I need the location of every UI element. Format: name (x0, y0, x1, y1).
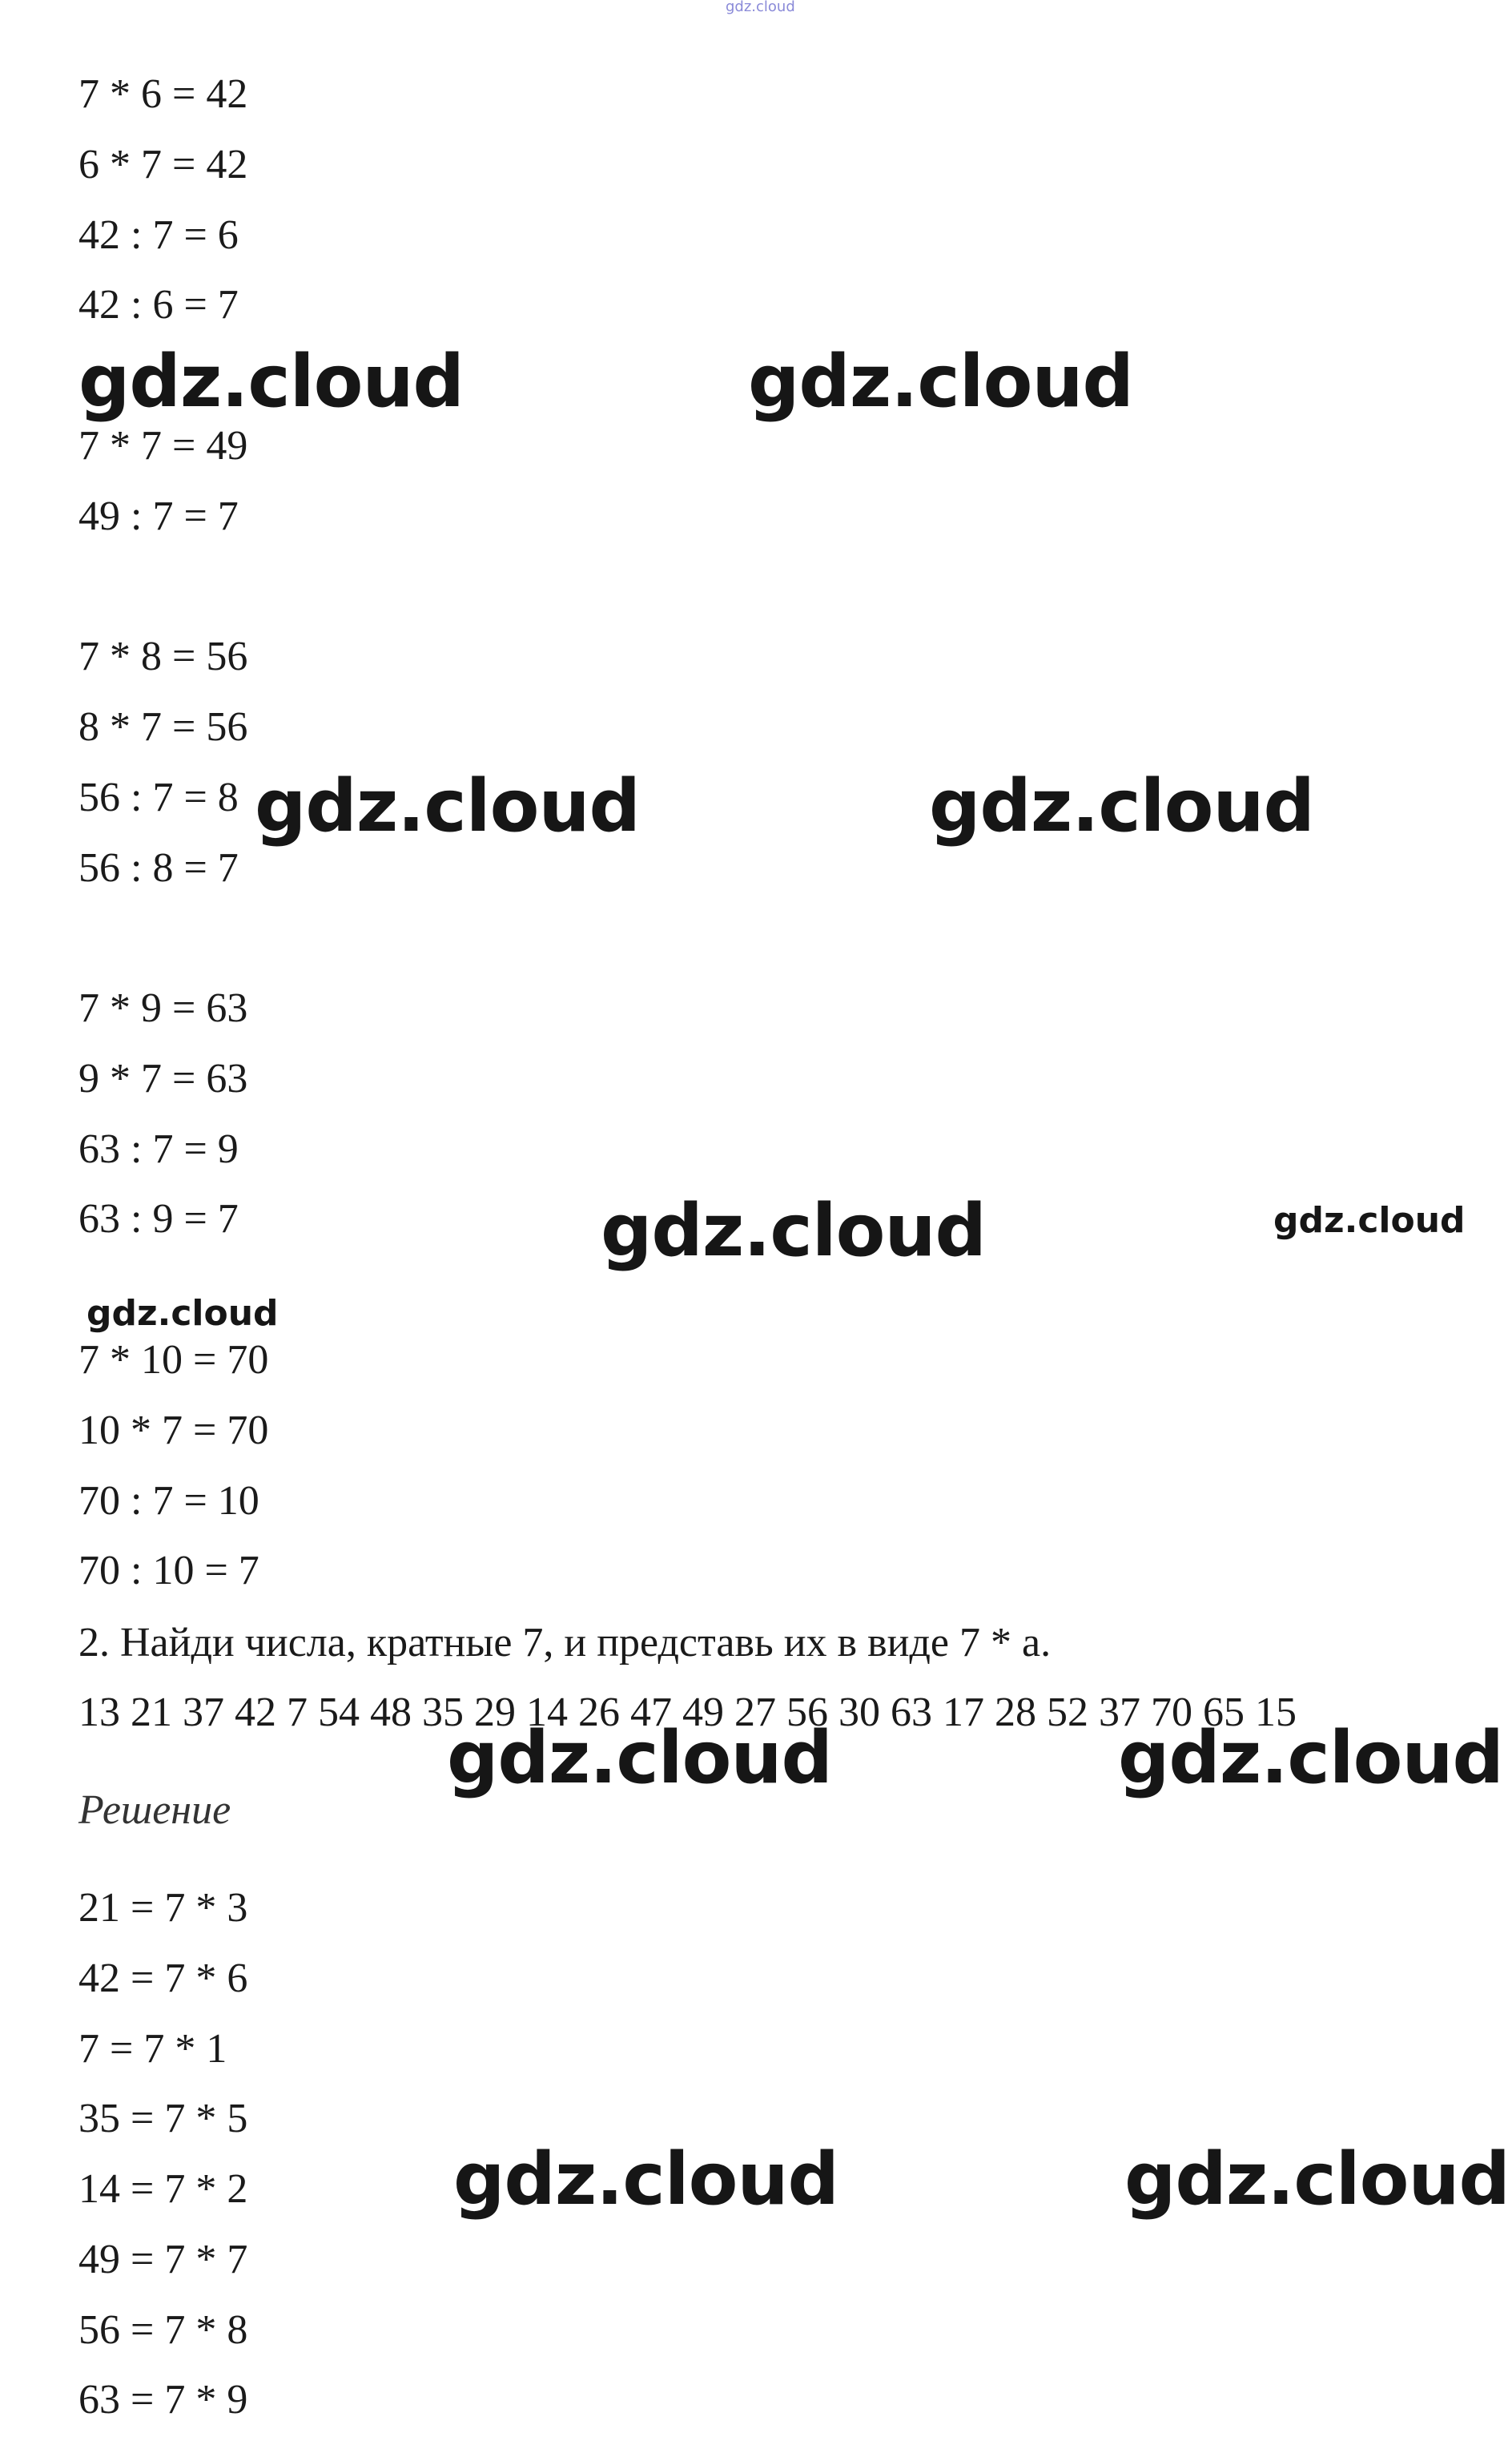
solution-line: 42 = 7 * 6 (78, 1956, 248, 2001)
equation-line: 63 : 9 = 7 (78, 1196, 239, 1242)
watermark: gdz.cloud (929, 764, 1314, 848)
watermark: gdz.cloud (748, 340, 1133, 424)
equation-line: 7 * 6 = 42 (78, 71, 248, 117)
equation-line: 7 * 10 = 70 (78, 1337, 269, 1383)
equation-line: 49 : 7 = 7 (78, 493, 239, 539)
solution-heading: Решение (78, 1787, 231, 1833)
solution-line: 21 = 7 * 3 (78, 1885, 248, 1931)
task-numbers: 13 21 37 42 7 54 48 35 29 14 26 47 49 27 56 30 63 17 28 52 37 70 65 15 (78, 1690, 1297, 1735)
equation-line: 6 * 7 = 42 (78, 142, 248, 187)
equation-line: 8 * 7 = 56 (78, 704, 248, 750)
solution-line: 7 = 7 * 1 (78, 2026, 227, 2072)
equation-line: 42 : 6 = 7 (78, 282, 239, 328)
watermark: gdz.cloud (1118, 1716, 1503, 1800)
solution-line: 56 = 7 * 8 (78, 2307, 248, 2353)
equation-line: 9 * 7 = 63 (78, 1056, 248, 1102)
equation-line: 7 * 9 = 63 (78, 985, 248, 1031)
solution-line: 14 = 7 * 2 (78, 2166, 248, 2212)
equation-line: 7 * 8 = 56 (78, 634, 248, 679)
equation-line: 63 : 7 = 9 (78, 1126, 239, 1172)
solution-line: 49 = 7 * 7 (78, 2237, 248, 2282)
solution-line: 35 = 7 * 5 (78, 2096, 248, 2141)
watermark: gdz.cloud (453, 2137, 838, 2221)
equation-line: 56 : 8 = 7 (78, 845, 239, 891)
task-title: 2. Найди числа, кратные 7, и представь их в виде 7 * а. (78, 1620, 1052, 1666)
equation-line: 70 : 7 = 10 (78, 1478, 259, 1524)
watermark: gdz.cloud (255, 764, 640, 848)
equation-line: 70 : 10 = 7 (78, 1548, 259, 1593)
equation-line: 10 * 7 = 70 (78, 1408, 269, 1453)
equation-line: 7 * 7 = 49 (78, 423, 248, 469)
watermark: gdz.cloud (86, 1293, 279, 1334)
watermark: gdz.cloud (1273, 1200, 1466, 1241)
watermark: gdz.cloud (78, 340, 464, 424)
equation-line: 56 : 7 = 8 (78, 775, 239, 820)
watermark: gdz.cloud (447, 1716, 832, 1800)
equation-line: 42 : 7 = 6 (78, 212, 239, 258)
header-watermark: gdz.cloud (726, 0, 795, 15)
watermark: gdz.cloud (1124, 2137, 1510, 2221)
watermark: gdz.cloud (601, 1189, 986, 1273)
solution-line: 63 = 7 * 9 (78, 2377, 248, 2423)
